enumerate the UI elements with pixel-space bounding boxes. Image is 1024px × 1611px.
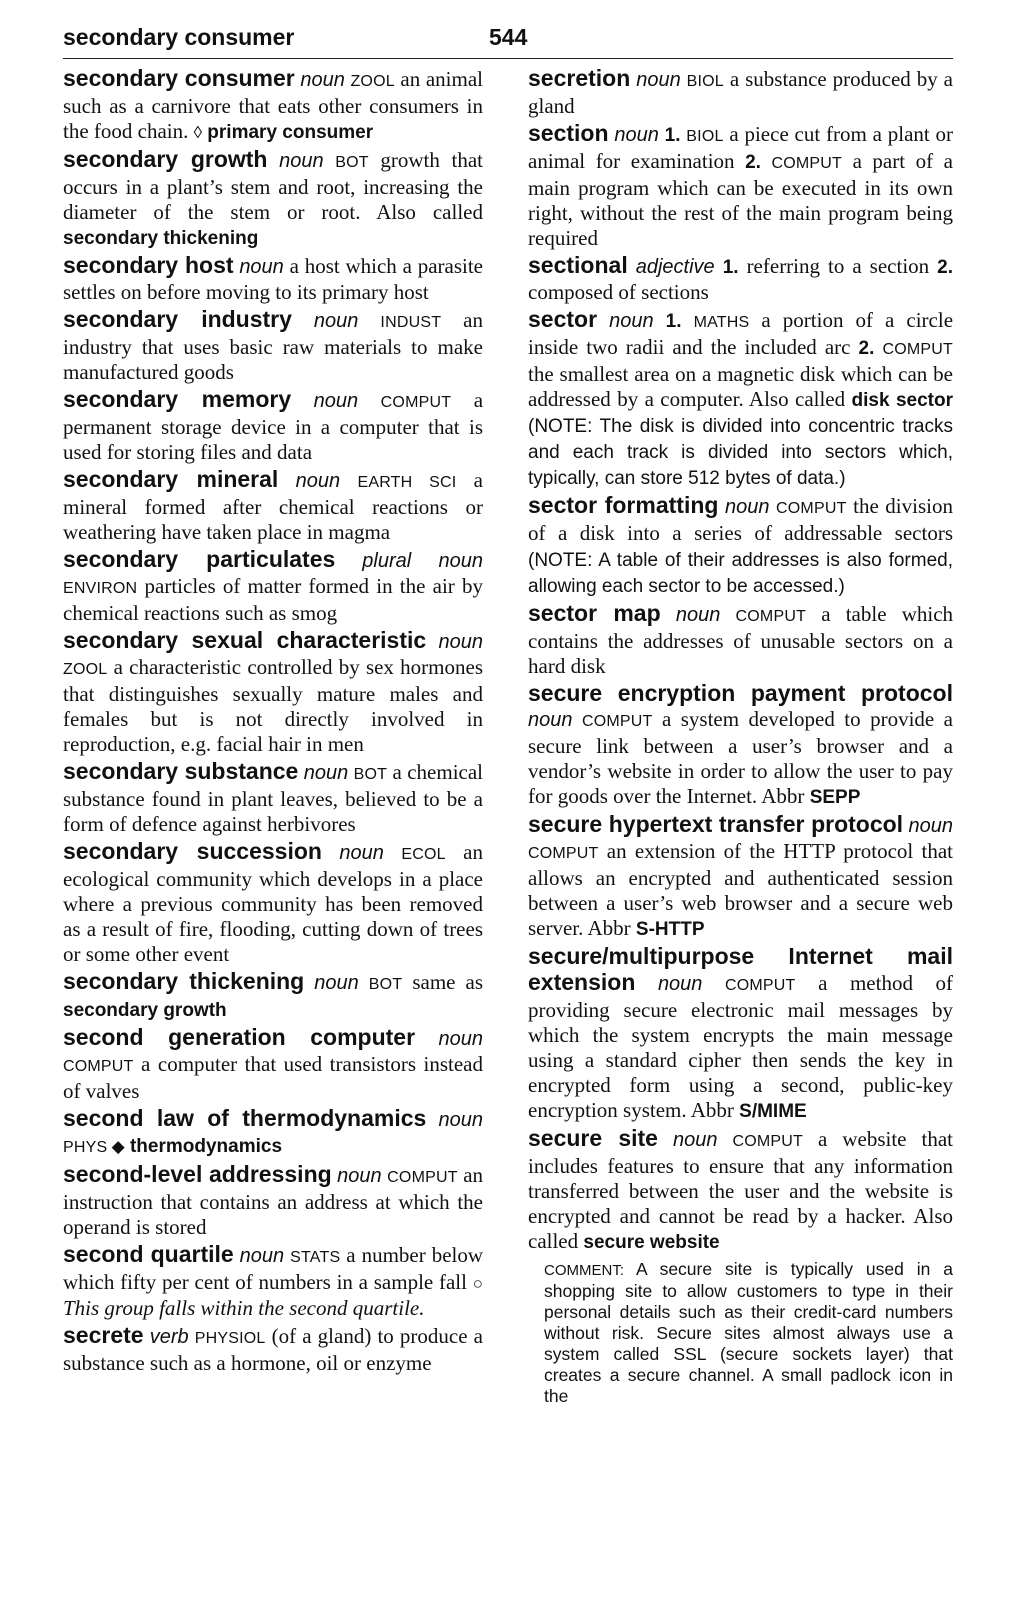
part-of-speech: noun xyxy=(438,1028,484,1050)
subject-label: COMPUT xyxy=(581,713,653,730)
part-of-speech: noun xyxy=(609,310,654,332)
entry-term: second quartile xyxy=(63,1241,234,1267)
dictionary-entry xyxy=(63,1162,483,1240)
entry-term: secure site xyxy=(528,1125,658,1151)
definition-text: same as xyxy=(402,970,483,994)
sense-number: 1. xyxy=(653,311,682,332)
definition-text: a table which contains the addresses of unusable sectors on a hard disk xyxy=(528,602,954,678)
subject-label: ZOOL xyxy=(63,661,108,678)
definition-text: a website that includes features to ensure that any information transferred between the user and the website is encrypted and cannot be read by a hacker. Also called xyxy=(528,1127,953,1253)
entry-term: secondary memory xyxy=(63,386,292,412)
dictionary-page xyxy=(63,22,953,1592)
definition-text: the smallest area on a magnetic disk which can be addressed by a computer. Also called xyxy=(528,362,953,411)
dictionary-entry xyxy=(528,601,953,679)
definition-text: referring to a section xyxy=(738,254,938,278)
entry-term: secondary sexual characteristic xyxy=(63,627,427,653)
entry-term: section xyxy=(528,120,609,146)
subject-label: BOT xyxy=(353,766,388,783)
subject-label: MATHS xyxy=(693,314,750,331)
dictionary-entry xyxy=(63,1323,483,1376)
definition-text: an instruction that contains an address at which the operand is stored xyxy=(63,1163,484,1239)
cross-reference-symbol: ◊ xyxy=(193,123,203,142)
definition-text: a chemical substance found in plant leaves, believed to be a form of defence against herbivores xyxy=(63,760,484,836)
entry-term: second generation computer xyxy=(63,1024,416,1050)
dictionary-entry xyxy=(63,1025,483,1104)
page-header xyxy=(63,22,953,59)
entry-term: secondary substance xyxy=(63,758,299,784)
entry-term: sector formatting xyxy=(528,492,719,518)
subject-label: ZOOL xyxy=(350,73,395,90)
usage-note: (NOTE: A table of their addresses is also formed, allowing each sector to be accessed.) xyxy=(528,550,953,597)
sense-number: 1. xyxy=(714,257,739,278)
definition-text: a host which a parasite settles on before moving to its primary host xyxy=(63,254,483,304)
sense-number: 2. xyxy=(937,257,954,278)
dictionary-entry xyxy=(528,1126,953,1255)
usage-note: (NOTE: The disk is divided into concentric tracks and each track is divided into sectors which, typically, can store 512 bytes of data.) xyxy=(528,416,953,489)
dictionary-entry xyxy=(63,467,483,545)
definition-text: (of a gland) to produce a substance such as a hormone, oil or enzyme xyxy=(63,1324,483,1375)
dictionary-entry xyxy=(528,121,953,251)
definition-text: the division of a disk into a series of addressable sectors xyxy=(528,494,953,545)
part-of-speech: noun xyxy=(295,470,341,492)
left-column xyxy=(63,66,483,1378)
part-of-speech: noun xyxy=(908,815,953,837)
cross-reference: secondary thickening xyxy=(63,228,259,249)
subject-label: COMPUT xyxy=(771,155,843,172)
cross-reference: secondary growth xyxy=(63,1000,227,1021)
cross-reference: disk sector xyxy=(851,390,953,411)
subject-label: COMPUT xyxy=(528,845,599,862)
part-of-speech: noun xyxy=(438,631,483,653)
subject-label: COMPUT xyxy=(882,341,953,358)
entry-term: secondary particulates xyxy=(63,546,336,572)
running-headword: secondary consumer xyxy=(63,24,295,50)
part-of-speech: noun xyxy=(239,1245,285,1267)
dictionary-entry xyxy=(63,547,483,626)
definition-text: a piece cut from a plant or animal for examination xyxy=(528,122,954,173)
dictionary-entry xyxy=(528,944,953,1124)
subject-label: BIOL xyxy=(686,128,724,145)
entry-term: sector xyxy=(528,306,598,332)
cross-reference: primary consumer xyxy=(202,122,374,143)
definition-text: a characteristic controlled by sex hormones that distinguishes sexually mature males and females but is not directly involved in reproduction, e.g. facial hair in men xyxy=(63,655,483,756)
subject-label: ECOL xyxy=(401,846,446,863)
dictionary-entry xyxy=(63,969,483,1023)
entry-term: secondary mineral xyxy=(63,466,279,492)
page-number: 544 xyxy=(489,24,528,50)
definition-text: a permanent storage device in a computer that is used for storing files and data xyxy=(63,388,484,464)
definition-text: an ecological community which develops in a place where a previous community has been removed as a result of fire, flooding, cutting down of trees or some other event xyxy=(63,840,483,966)
part-of-speech: noun xyxy=(724,496,770,518)
cross-reference: secure website xyxy=(583,1232,720,1253)
cross-reference-symbol: ◆ xyxy=(107,1137,125,1156)
part-of-speech: noun xyxy=(279,150,324,172)
dictionary-entry xyxy=(63,1106,483,1160)
part-of-speech: noun xyxy=(675,604,721,626)
part-of-speech: plural noun xyxy=(362,550,484,572)
definition-text: a number below which fifty per cent of numbers in a sample fall xyxy=(63,1243,484,1294)
subject-label: PHYS xyxy=(63,1139,108,1156)
sense-number: 1. xyxy=(658,125,681,146)
part-of-speech: noun xyxy=(303,762,349,784)
subject-label: BOT xyxy=(335,154,369,171)
part-of-speech: noun xyxy=(300,69,345,91)
entry-term: secondary consumer xyxy=(63,65,295,91)
subject-label: COMPUT xyxy=(63,1058,134,1075)
entry-term: sector map xyxy=(528,600,661,626)
sense-number: 2. xyxy=(858,338,875,359)
cross-reference: S-HTTP xyxy=(635,919,705,940)
definition-text: a computer that used transistors instead of valves xyxy=(63,1052,483,1103)
definition-text: a part of a main program which can be executed in its own right, without the rest of the main program being required xyxy=(528,149,953,250)
part-of-speech: noun xyxy=(636,69,681,91)
part-of-speech: noun xyxy=(657,973,703,995)
dictionary-entry xyxy=(528,681,953,810)
comment-text: A secure site is typically used in a shopping site to allow customers to type in their personal details such as their credit-card numbers without risk. Secure sites almost always use a system called SSL (secure sockets layer) that creates a secure channel. A small padlock icon in the xyxy=(544,1259,953,1406)
definition-text: an extension of the HTTP protocol that allows an encrypted and authenticated session between a user’s web browser and a secure web server. Abbr xyxy=(528,839,953,940)
subject-label: ENVIRON xyxy=(63,580,138,597)
subject-label: INDUST xyxy=(380,314,442,331)
definition-text: a mineral formed after chemical reactions or weathering have taken place in magma xyxy=(63,468,484,544)
dictionary-entry xyxy=(63,147,483,251)
subject-label: STATS xyxy=(290,1249,341,1266)
subject-label: EARTH SCI xyxy=(357,474,457,491)
comment-box xyxy=(544,1259,953,1407)
part-of-speech: noun xyxy=(528,709,573,731)
sense-number: 2. xyxy=(745,152,761,173)
part-of-speech: noun xyxy=(313,310,359,332)
cross-reference: S/MIME xyxy=(739,1101,807,1122)
dictionary-entry xyxy=(63,66,483,145)
subject-label: BOT xyxy=(368,976,403,993)
dictionary-entry xyxy=(63,253,483,305)
subject-label: COMPUT xyxy=(380,394,452,411)
cross-reference: thermodynamics xyxy=(124,1136,283,1157)
dictionary-entry xyxy=(528,812,953,942)
dictionary-entry xyxy=(528,493,953,599)
cross-reference-symbol: ○ xyxy=(472,1274,483,1293)
dictionary-entry xyxy=(528,66,953,119)
definition-text: a system developed to provide a secure link between a user’s browser and a vendor’s website in order to allow the user to pay for goods over the Internet. Abbr xyxy=(528,707,954,808)
subject-label: BIOL xyxy=(686,73,724,90)
dictionary-entry xyxy=(63,307,483,385)
entry-term: secretion xyxy=(528,65,631,91)
dictionary-entry xyxy=(63,759,483,837)
part-of-speech: noun xyxy=(239,256,284,278)
subject-label: COMPUT xyxy=(732,1133,804,1150)
right-column xyxy=(528,66,953,1407)
part-of-speech: adjective xyxy=(635,256,715,278)
entry-term: secondary succession xyxy=(63,838,322,864)
definition-text: particles of matter formed in the air by chemical reactions such as smog xyxy=(63,574,483,625)
entry-term: secure hypertext transfer protocol xyxy=(528,811,904,837)
part-of-speech: noun xyxy=(313,390,359,412)
definition-text: composed of sections xyxy=(528,280,709,304)
entry-term: secure/multipurpose Internet mail extension xyxy=(528,943,953,995)
cross-reference: SEPP xyxy=(809,787,861,808)
part-of-speech: noun xyxy=(672,1129,718,1151)
usage-example: This group falls within the second quartile. xyxy=(63,1296,425,1320)
subject-label: PHYSIOL xyxy=(194,1330,266,1347)
subject-label: COMPUT xyxy=(387,1169,458,1186)
entry-term: secondary thickening xyxy=(63,968,305,994)
entry-term: second law of thermodynamics xyxy=(63,1105,427,1131)
entry-term: secondary host xyxy=(63,252,234,278)
definition-text: an animal such as a carnivore that eats other consumers in the food chain. xyxy=(63,67,484,143)
dictionary-entry xyxy=(63,628,483,757)
dictionary-entry xyxy=(528,253,953,305)
part-of-speech: noun xyxy=(337,1165,382,1187)
entry-term: secondary growth xyxy=(63,146,268,172)
entry-term: secrete xyxy=(63,1322,144,1348)
subject-label: COMPUT xyxy=(776,500,847,517)
definition-text: a method of providing secure electronic mail messages by which the system encrypts the main message using a standard cipher then sends the key in encrypted form using a second, public-key encryption system. Abbr xyxy=(528,971,954,1122)
entry-term: second-level addressing xyxy=(63,1161,332,1187)
entry-term: secure encryption payment protocol xyxy=(528,680,953,706)
part-of-speech: noun xyxy=(614,124,659,146)
dictionary-entry xyxy=(63,839,483,967)
definition-text: growth that occurs in a plant’s stem and root, increasing the diameter of the stem or root. Also called xyxy=(63,148,484,224)
part-of-speech: noun xyxy=(438,1109,484,1131)
dictionary-entry xyxy=(63,1242,483,1321)
part-of-speech: noun xyxy=(339,842,384,864)
dictionary-entry xyxy=(63,387,483,465)
part-of-speech: noun xyxy=(314,972,359,994)
definition-text: an industry that uses basic raw materials to make manufactured goods xyxy=(63,308,484,384)
definition-text: a substance produced by a gland xyxy=(528,67,954,118)
entry-term: sectional xyxy=(528,252,628,278)
subject-label: COMPUT xyxy=(725,977,796,994)
subject-label: COMPUT xyxy=(735,608,807,625)
entry-term: secondary industry xyxy=(63,306,292,332)
dictionary-entry xyxy=(528,307,953,491)
definition-text: a portion of a circle inside two radii and the included arc xyxy=(528,308,954,359)
part-of-speech: verb xyxy=(149,1326,189,1348)
comment-label: COMMENT: xyxy=(544,1262,624,1279)
